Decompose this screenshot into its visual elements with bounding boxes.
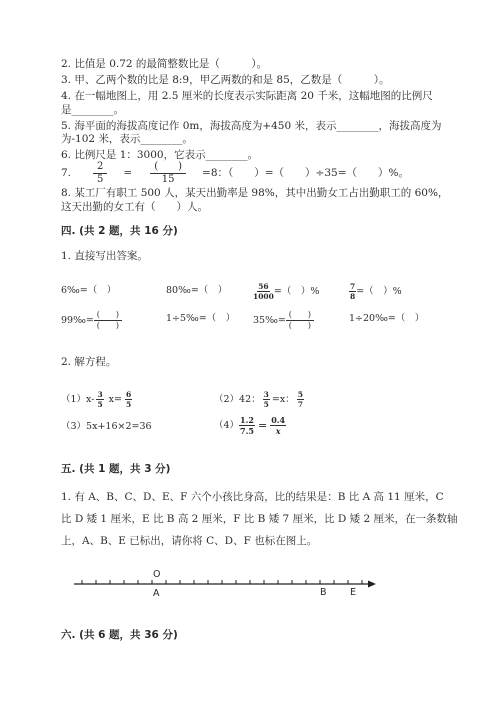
equation-2-fraction-1: $\frac{3}{5}$ — [263, 390, 269, 409]
question-4-line2: 是________。 — [61, 104, 124, 116]
calc-7: 35‰= $\frac{( )}{( )}$ — [253, 310, 314, 331]
question-7-equals: = — [123, 167, 133, 179]
equation-3: （3）5x+16×2=36 — [61, 421, 152, 432]
calc-6: 1÷5‰=（ ） — [166, 313, 236, 324]
number-line-origin-label: O — [153, 569, 161, 580]
number-line — [0, 568, 500, 608]
question-3: 3. 甲、乙两个数的比是 8:9，甲乙两数的和是 85，乙数是（ ）。 — [61, 74, 390, 86]
question-8-line2: 这天出勤的女工有（ ）人。 — [61, 201, 208, 213]
number-line-label-a: A — [153, 588, 160, 599]
calc-4: $\frac{7}{8}$ =（ ）% — [350, 282, 402, 301]
section-5-line2: 比 D 矮 1 厘米，E 比 B 高 2 厘米，F 比 B 矮 7 厘米，比 D 矮 2 厘米，在一条数轴 — [61, 513, 458, 525]
question-7-fraction-2: $\frac{( )}{15}$ — [150, 161, 186, 186]
equation-2-fraction-2: $\frac{5}{7}$ — [297, 390, 303, 409]
section-5-heading: 五. (共 1 题，共 3 分) — [61, 463, 171, 475]
calc-3: $\frac{56}{1000}$ =（ ）% — [253, 282, 320, 301]
number-line-label-b: B — [320, 587, 327, 598]
section-6-heading: 六. (共 6 题，共 36 分) — [61, 629, 178, 641]
number-line-label-e: E — [350, 587, 357, 598]
calc-5: 99‰= $\frac{( )}{( )}$ — [61, 310, 122, 331]
question-5-line1: 5. 海平面的海拔高度记作 0m，海拔高度为+450 米，表示________，海拔高度为 — [61, 120, 442, 132]
calc-5-fraction: $\frac{( )}{( )}$ — [94, 310, 122, 331]
calc-8: 1÷20‰=（ ） — [349, 313, 425, 324]
equation-4-fraction-1: $\frac{1.2}{7.5}$ — [240, 415, 254, 436]
question-7-fraction-1: $\frac{2}{5}$ — [93, 161, 107, 186]
equation-1: （1）x- $\frac{3}{5}$ x= $\frac{6}{5}$ — [61, 390, 132, 409]
question-7-label: 7. — [61, 167, 72, 179]
section-4-question-2: 2. 解方程。 — [61, 356, 117, 368]
calc-2: 80‰=（ ） — [166, 285, 228, 296]
calc-3-fraction: $\frac{56}{1000}$ — [253, 282, 274, 301]
equation-4-fraction-2: $\frac{0.4}{x}$ — [271, 415, 286, 436]
equation-1-fraction-1: $\frac{3}{5}$ — [97, 390, 103, 409]
number-line-ticks — [82, 580, 362, 584]
section-4-question-1: 1. 直接写出答案。 — [61, 250, 148, 262]
section-5-line1: 1. 有 A、B、C、D、E、F 六个小孩比身高，比的结果是：B 比 A 高 11 厘米，C — [61, 491, 444, 503]
calc-7-fraction: $\frac{( )}{( )}$ — [286, 310, 314, 331]
question-2: 2. 比值是 0.72 的最简整数比是（ ）。 — [61, 58, 268, 70]
question-8-line1: 8. 某工厂有职工 500 人，某天出勤率是 98%，其中出勤女工占出勤职工的 60%， — [61, 187, 449, 199]
question-4-line1: 4. 在一幅地图上，用 2.5 厘米的长度表示实际距离 20 千米，这幅地图的比例尺 — [61, 90, 433, 102]
equation-2: （2）42： $\frac{3}{5}$ =x： $\frac{5}{7}$ — [214, 390, 303, 409]
number-line-arrow-icon — [368, 581, 376, 588]
question-6: 6. 比例尺是 1：3000，它表示________。 — [61, 149, 259, 161]
question-5-line2: 为-102 米，表示________。 — [61, 133, 193, 145]
calc-1: 6‰=（ ） — [61, 285, 117, 296]
equation-1-fraction-2: $\frac{6}{5}$ — [126, 390, 132, 409]
question-7 — [61, 160, 409, 186]
calc-4-fraction: $\frac{7}{8}$ — [350, 282, 356, 301]
equation-4: （4） $\frac{1.2}{7.5}$ = $\frac{0.4}{x}$ — [214, 415, 286, 436]
section-4-heading: 四. (共 2 题，共 16 分) — [61, 225, 178, 237]
section-5-line3: 上，A、B、E 已标出，请你将 C、D、F 也标在图上。 — [61, 535, 318, 547]
question-7-rest: =8：（ ）=（ ）÷35=（ ）%。 — [202, 167, 409, 179]
